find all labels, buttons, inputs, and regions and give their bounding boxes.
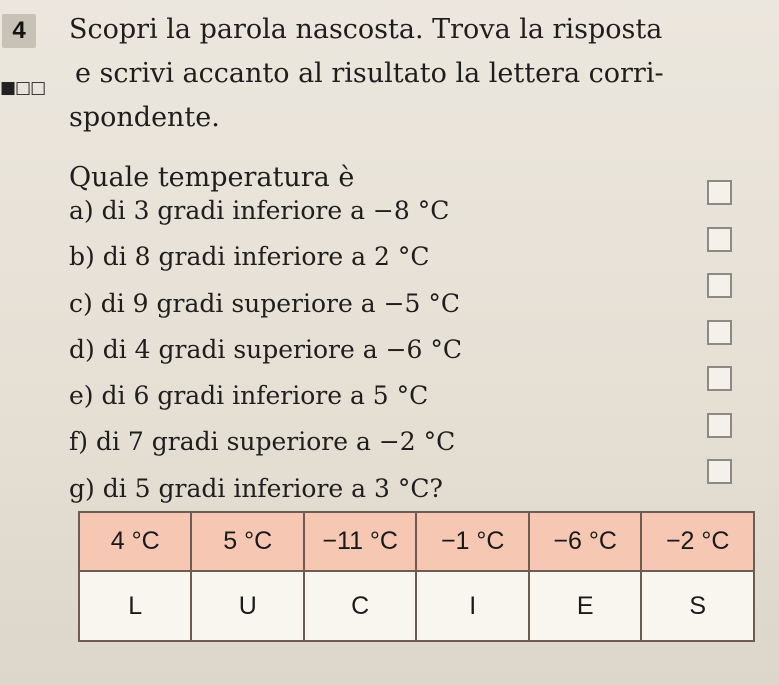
temperature-row (79, 512, 754, 571)
question-item-e (69, 373, 462, 419)
difficulty-marks: ■□□ (0, 78, 46, 98)
question-item-c (69, 281, 462, 327)
answer-box-a[interactable] (707, 180, 732, 205)
item-label: e) (69, 381, 94, 411)
temperature-cell: −1 °C (416, 512, 528, 571)
exercise-number: 4 (2, 14, 36, 48)
answer-box-c[interactable] (707, 273, 732, 298)
answer-key-table (78, 511, 755, 642)
answer-box-f[interactable] (707, 413, 732, 438)
instruction-line: spondente. (69, 102, 220, 133)
exercise-instructions (69, 8, 769, 140)
question-item-g (69, 466, 462, 512)
question-stem: Quale temperatura è (69, 162, 355, 193)
question-item-b (69, 234, 462, 280)
letter-cell: L (79, 571, 191, 641)
question-item-d (69, 327, 462, 373)
letter-row (79, 571, 754, 641)
instruction-line: Scopri la parola nascosta. Trova la risposta (69, 14, 663, 45)
answer-box-b[interactable] (707, 227, 732, 252)
item-label: b) (69, 242, 95, 272)
letter-cell: C (304, 571, 416, 641)
item-text: di 3 gradi inferiore a −8 °C (101, 196, 450, 225)
item-text: di 5 gradi inferiore a 3 °C? (102, 473, 443, 503)
temperature-cell: −2 °C (641, 512, 754, 571)
temperature-cell: 5 °C (191, 512, 303, 571)
item-text: di 4 gradi superiore a −6 °C (102, 334, 463, 364)
item-label: f) (69, 427, 89, 457)
answer-box-g[interactable] (707, 459, 732, 484)
item-text: di 6 gradi inferiore a 5 °C (101, 381, 429, 411)
temperature-cell: 4 °C (79, 512, 191, 571)
letter-cell: S (641, 571, 754, 641)
answer-box-e[interactable] (707, 366, 732, 391)
letter-cell: E (529, 571, 641, 641)
item-text: di 8 gradi inferiore a 2 °C (102, 242, 430, 272)
item-label: c) (69, 288, 93, 318)
letter-cell: U (191, 571, 303, 641)
question-list (69, 188, 462, 512)
item-text: di 7 gradi superiore a −2 °C (95, 427, 456, 457)
temperature-cell: −11 °C (304, 512, 416, 571)
item-label: d) (69, 334, 95, 364)
instruction-line: e scrivi accanto al risultato la lettera corri- (75, 58, 664, 89)
item-label: a) (69, 196, 94, 225)
question-item-f (69, 419, 462, 465)
question-item-a (69, 188, 462, 234)
temperature-cell: −6 °C (529, 512, 641, 571)
answer-boxes (707, 180, 732, 506)
item-label: g) (69, 473, 95, 503)
letter-cell: I (416, 571, 528, 641)
item-text: di 9 gradi superiore a −5 °C (100, 288, 461, 318)
answer-box-d[interactable] (707, 320, 732, 345)
